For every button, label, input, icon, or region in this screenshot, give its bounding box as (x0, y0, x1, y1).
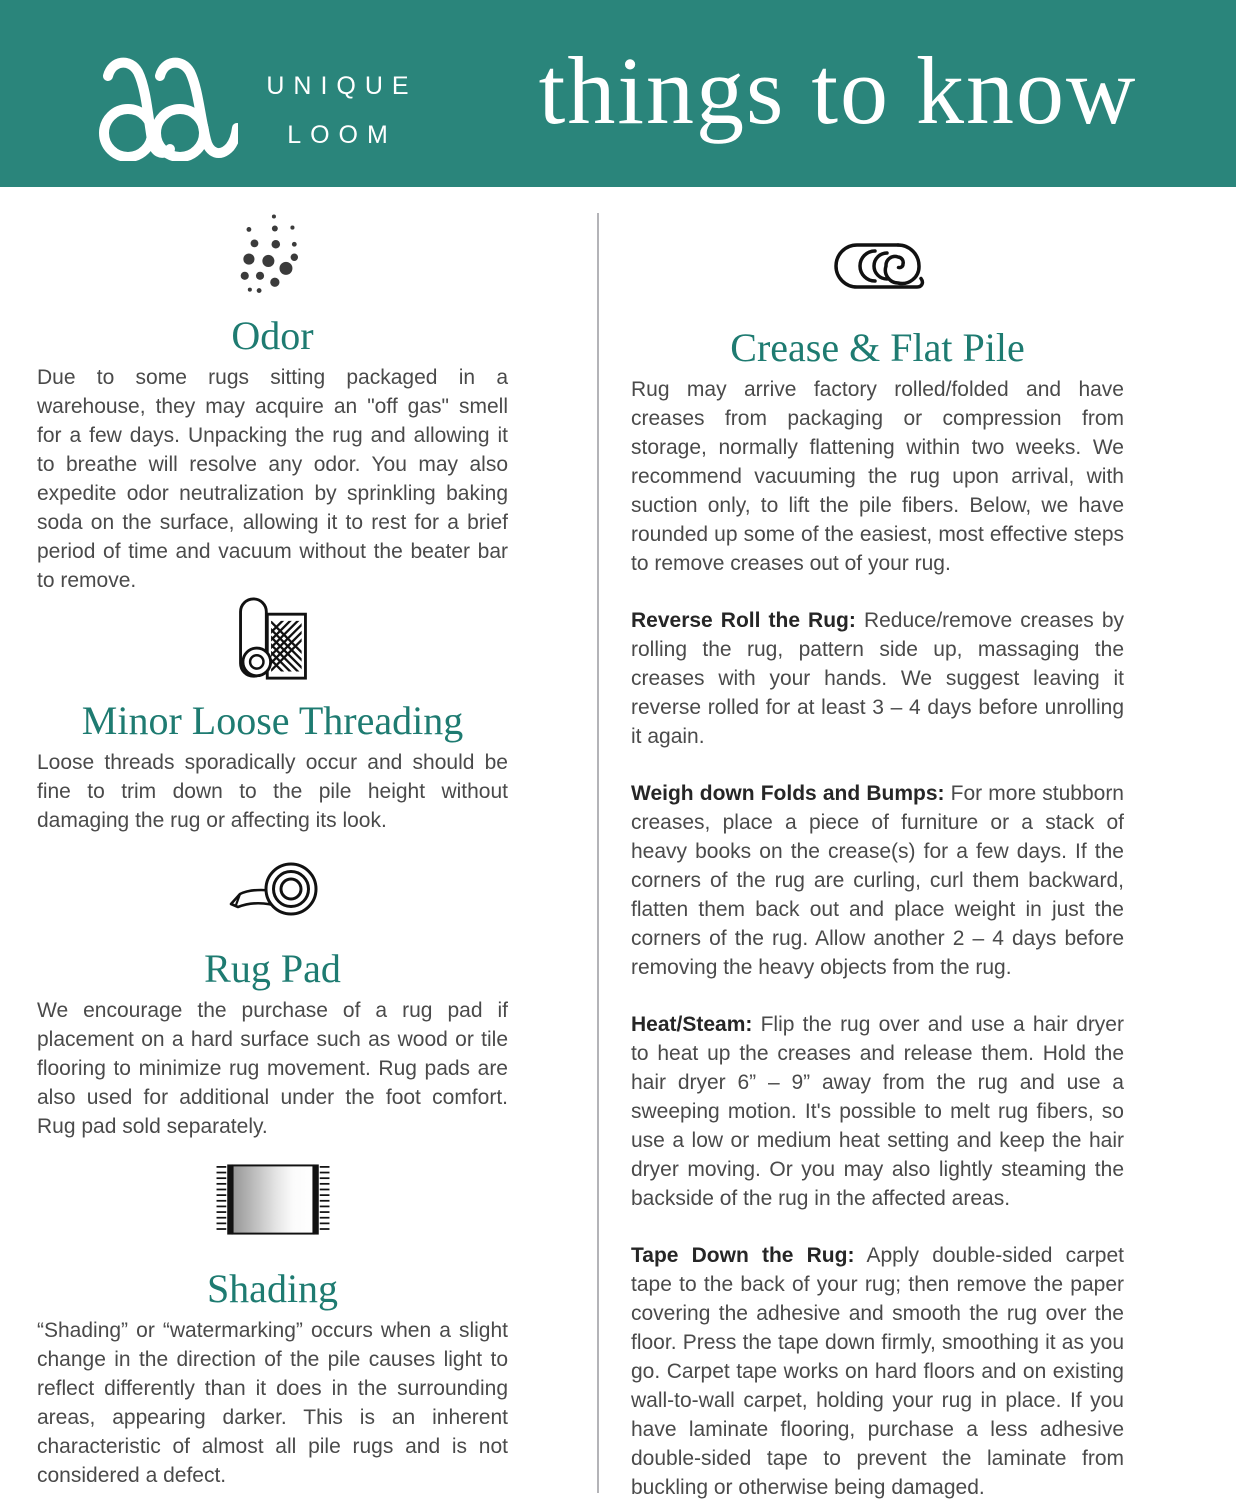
section-rug-pad (37, 859, 508, 1141)
rolled-rug-side-icon (825, 242, 930, 290)
tip-weigh-down-label: Weigh down Folds and Bumps: (631, 782, 945, 805)
rolled-rug-crosshatch-icon (237, 597, 309, 681)
crease-intro: Rug may arrive factory rolled/folded and have creases from packaging or compression from storage, normally flattening within two weeks. We recommend vacuuming the rug upon arrival, with suction only, to lift the pile fibers. Below, we have rounded up some of the easiest, most effective steps to remove creases out of your rug. (631, 378, 1124, 575)
section-odor (37, 210, 508, 595)
rug-pad-roll-icon (228, 859, 318, 919)
section-shading (37, 1163, 508, 1490)
brand-line-unique: UNIQUE (266, 72, 418, 100)
section-minor-loose-threading (37, 597, 508, 835)
section-crease-flat-pile (631, 242, 1124, 578)
brand-line-loom: LOOM (287, 121, 397, 149)
left-column (37, 187, 508, 1490)
tip-tape-down-text: Apply double-sided carpet tape to the back of your rug; then remove the paper covering the adhesive and smooth the rug over the floor. Press the tape down firmly, smoothing it as you go. Carpet tape works on hard floors and on existing wall-to-wall carpet, holding your rug in place. If you have laminate flooring, purchase a less adhesive double-sided tape to prevent the laminate from buckling or otherwise being damaged. (631, 1244, 1124, 1499)
tip-weigh-down (631, 779, 1124, 982)
threading-heading: Minor Loose Threading (81, 698, 464, 743)
tip-weigh-down-text: For more stubborn creases, place a piece of furniture or a stack of heavy books on the crease(s) for a few days. If the corners of the rug are curling, curl them backward, flatten them back out and place weight in just the corners of the rug. Allow another 2 – 4 days before removing the heavy objects from the rug. (631, 782, 1124, 979)
right-column (631, 187, 1124, 1500)
odor-dots-icon (239, 210, 307, 298)
unique-loom-logo-icon (98, 54, 238, 161)
shading-body: “Shading” or “watermarking” occurs when a slight change in the direction of the pile causes light to reflect differently than it does in the surrounding areas, appearing darker. This is an inherent characteristic of almost all pile rugs and is not considered a defect. (37, 1319, 508, 1487)
tip-reverse-roll (631, 606, 1124, 751)
tip-heat-steam-label: Heat/Steam: (631, 1013, 753, 1036)
rugpad-body: We encourage the purchase of a rug pad if placement on a hard surface such as wood or tile flooring to minimize rug movement. Rug pads are also used for additional under the foot comfort. Rug pad sold separately. (37, 999, 508, 1138)
page-title: things to know (538, 37, 1138, 144)
tip-reverse-roll-label: Reverse Roll the Rug: (631, 609, 856, 632)
threading-body: Loose threads sporadically occur and should be fine to trim down to the pile height without damaging the rug or affecting its look. (37, 751, 508, 832)
rugpad-heading: Rug Pad (204, 946, 341, 991)
odor-body: Due to some rugs sitting packaged in a warehouse, they may acquire an "off gas" smell for a few days. Unpacking the rug and allowing it to breathe will resolve any odor. You may also expedite odor neutralization by sprinkling baking soda on the surface, allowing it to rest for a brief period of time and vacuum without the beater bar to remove. (37, 366, 508, 592)
tip-heat-steam (631, 1010, 1124, 1213)
crease-heading: Crease & Flat Pile (730, 325, 1025, 370)
header-band (0, 0, 1236, 187)
shading-heading: Shading (206, 1266, 339, 1311)
content-area (0, 187, 1236, 1500)
tip-tape-down (631, 1241, 1124, 1500)
column-divider (597, 213, 599, 1493)
shaded-rug-icon (216, 1163, 330, 1237)
tip-reverse-roll-text: Reduce/remove creases by rolling the rug, pattern side up, massaging the creases with your hands. We suggest leaving it reverse rolled for at least 3 – 4 days before unrolling it again. (631, 609, 1124, 748)
brand-wordmark (246, 62, 438, 160)
tip-heat-steam-text: Flip the rug over and use a hair dryer to heat up the creases and release them. Hold the hair dryer 6” – 9” away from the rug and use a sweeping motion. It's possible to melt rug fibers, so use a low or medium heat setting and keep the hair dryer moving. Or you may also lightly steaming the backside of the rug in the affected areas. (631, 1013, 1124, 1210)
tip-tape-down-label: Tape Down the Rug: (631, 1244, 855, 1267)
odor-heading: Odor (231, 313, 314, 358)
